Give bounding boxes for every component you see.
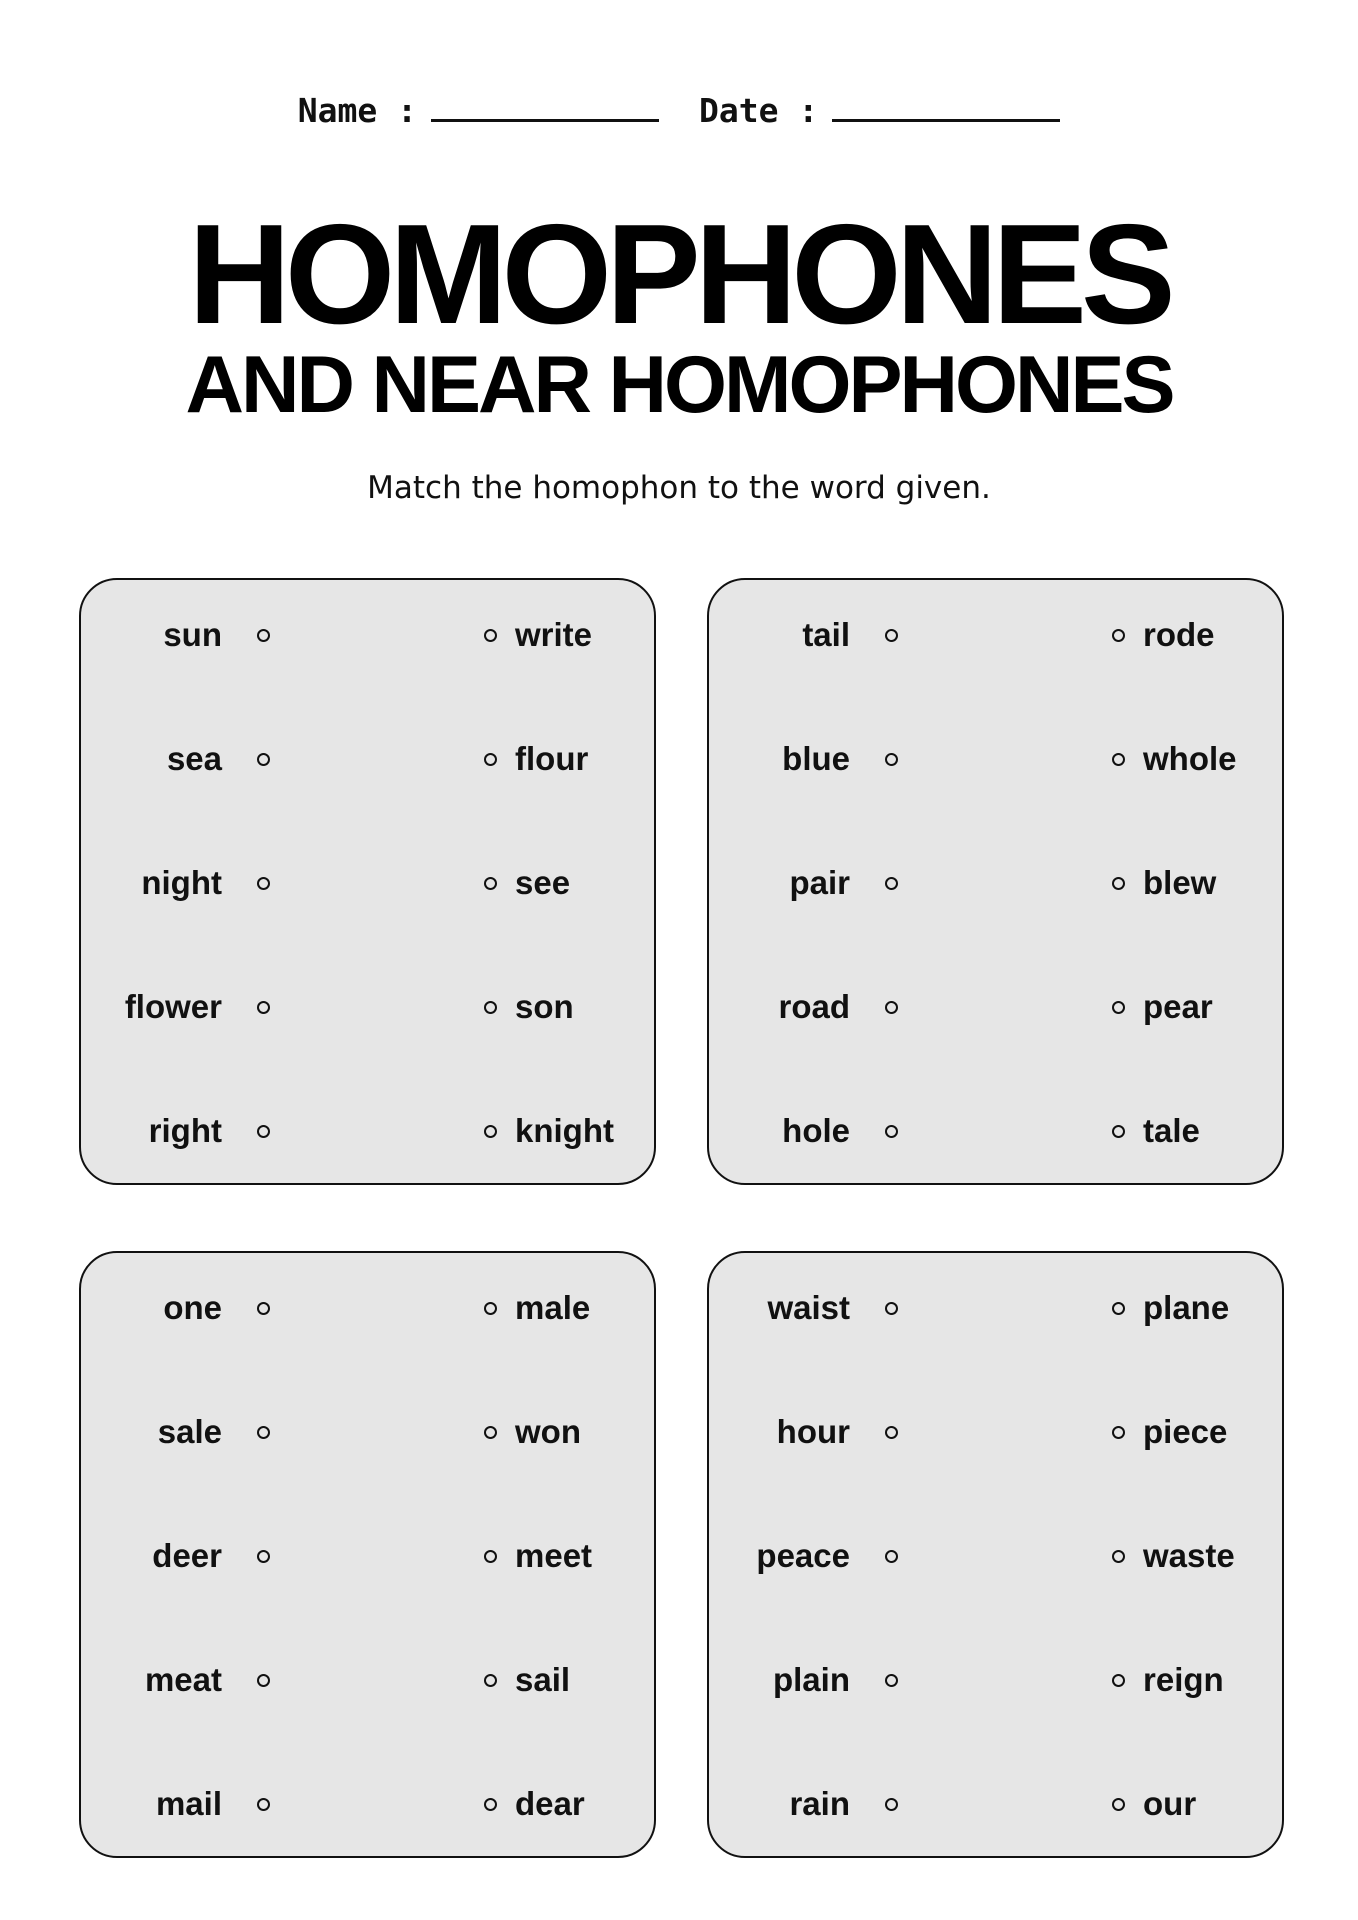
match-row: [709, 1779, 1282, 1829]
left-word: hole: [782, 1112, 850, 1149]
left-match-dot[interactable]: [885, 1426, 898, 1439]
match-row: [709, 1655, 1282, 1705]
left-match-dot[interactable]: [885, 1001, 898, 1014]
left-word: deer: [152, 1537, 222, 1574]
instructions-text: Match the homophon to the word given.: [367, 470, 991, 506]
right-match-dot[interactable]: [484, 753, 497, 766]
left-word: pair: [789, 864, 850, 901]
right-word: won: [515, 1413, 581, 1450]
left-match-dot[interactable]: [257, 1001, 270, 1014]
match-row: [81, 1655, 654, 1705]
left-match-dot[interactable]: [257, 1426, 270, 1439]
right-match-dot[interactable]: [1112, 1674, 1125, 1687]
match-row: [81, 1106, 654, 1156]
left-match-dot[interactable]: [885, 1674, 898, 1687]
left-word: waist: [767, 1289, 850, 1326]
right-match-dot[interactable]: [1112, 629, 1125, 642]
right-word: whole: [1143, 740, 1237, 777]
match-row: [81, 1283, 654, 1333]
right-match-dot[interactable]: [484, 1674, 497, 1687]
matching-box-4: [707, 1251, 1284, 1858]
left-match-dot[interactable]: [257, 1798, 270, 1811]
match-row: [81, 858, 654, 908]
matching-box-3: [79, 1251, 656, 1858]
header-fields: [0, 70, 1358, 130]
right-match-dot[interactable]: [1112, 1550, 1125, 1563]
name-blank[interactable]: [431, 119, 659, 122]
left-match-dot[interactable]: [885, 1550, 898, 1563]
match-row: [81, 982, 654, 1032]
right-match-dot[interactable]: [1112, 877, 1125, 890]
right-word: male: [515, 1289, 591, 1326]
right-word: knight: [515, 1112, 614, 1149]
left-match-dot[interactable]: [885, 1798, 898, 1811]
left-match-dot[interactable]: [885, 629, 898, 642]
right-match-dot[interactable]: [1112, 1426, 1125, 1439]
date-field: [699, 91, 1060, 130]
right-match-dot[interactable]: [1112, 1302, 1125, 1315]
match-row: [709, 734, 1282, 784]
left-word: meat: [144, 1661, 222, 1698]
name-label: Name :: [297, 91, 417, 130]
right-match-dot[interactable]: [484, 1798, 497, 1811]
right-word: write: [515, 616, 593, 653]
left-word: flower: [124, 988, 222, 1025]
left-match-dot[interactable]: [257, 1302, 270, 1315]
left-word: mail: [155, 1785, 222, 1822]
left-match-dot[interactable]: [257, 1125, 270, 1138]
right-word: piece: [1143, 1413, 1228, 1450]
right-word: reign: [1143, 1661, 1224, 1698]
right-match-dot[interactable]: [484, 629, 497, 642]
right-word: rode: [1143, 616, 1215, 653]
matching-box-1: [79, 578, 656, 1185]
right-word: flour: [515, 740, 589, 777]
left-word: sale: [157, 1413, 222, 1450]
left-word: peace: [756, 1537, 850, 1574]
match-row: [81, 734, 654, 784]
match-row: [709, 1407, 1282, 1457]
right-match-dot[interactable]: [484, 1550, 497, 1563]
match-row: [81, 610, 654, 660]
right-match-dot[interactable]: [484, 1125, 497, 1138]
page-subtitle: AND NEAR HOMOPHONES: [185, 340, 1173, 430]
name-field: [298, 91, 659, 130]
matching-box-2: [707, 578, 1284, 1185]
right-match-dot[interactable]: [484, 1426, 497, 1439]
right-word: see: [515, 864, 571, 901]
match-row: [709, 982, 1282, 1032]
right-word: sail: [515, 1661, 571, 1698]
right-word: tale: [1143, 1112, 1200, 1149]
right-match-dot[interactable]: [1112, 1798, 1125, 1811]
left-word: right: [148, 1112, 222, 1149]
left-match-dot[interactable]: [885, 1302, 898, 1315]
left-word: blue: [782, 740, 850, 777]
match-row: [709, 1531, 1282, 1581]
right-word: meet: [515, 1537, 593, 1574]
left-word: sea: [166, 740, 222, 777]
left-match-dot[interactable]: [885, 1125, 898, 1138]
right-match-dot[interactable]: [1112, 1001, 1125, 1014]
right-match-dot[interactable]: [484, 1001, 497, 1014]
right-word: waste: [1143, 1537, 1235, 1574]
date-blank[interactable]: [832, 119, 1060, 122]
right-word: blew: [1143, 864, 1217, 901]
right-word: our: [1143, 1785, 1197, 1822]
left-match-dot[interactable]: [257, 1674, 270, 1687]
left-match-dot[interactable]: [257, 877, 270, 890]
left-match-dot[interactable]: [885, 753, 898, 766]
date-label: Date :: [699, 91, 819, 130]
left-match-dot[interactable]: [257, 1550, 270, 1563]
left-word: tail: [802, 616, 850, 653]
right-word: son: [515, 988, 574, 1025]
match-row: [709, 1283, 1282, 1333]
left-word: plain: [772, 1661, 850, 1698]
left-word: road: [778, 988, 850, 1025]
page-title: HOMOPHONES: [188, 195, 1170, 354]
match-row: [709, 1106, 1282, 1156]
right-word: pear: [1143, 988, 1213, 1025]
right-match-dot[interactable]: [484, 1302, 497, 1315]
right-match-dot[interactable]: [1112, 753, 1125, 766]
left-match-dot[interactable]: [257, 753, 270, 766]
left-word: one: [163, 1289, 222, 1326]
left-word: night: [141, 864, 222, 901]
right-match-dot[interactable]: [1112, 1125, 1125, 1138]
match-row: [81, 1779, 654, 1829]
left-word: rain: [789, 1785, 850, 1822]
match-row: [709, 858, 1282, 908]
left-match-dot[interactable]: [257, 629, 270, 642]
left-word: hour: [776, 1413, 850, 1450]
left-word: sun: [163, 616, 222, 653]
match-row: [81, 1407, 654, 1457]
right-word: plane: [1143, 1289, 1230, 1326]
match-row: [709, 610, 1282, 660]
right-match-dot[interactable]: [484, 877, 497, 890]
match-row: [81, 1531, 654, 1581]
right-word: dear: [515, 1785, 585, 1822]
left-match-dot[interactable]: [885, 877, 898, 890]
